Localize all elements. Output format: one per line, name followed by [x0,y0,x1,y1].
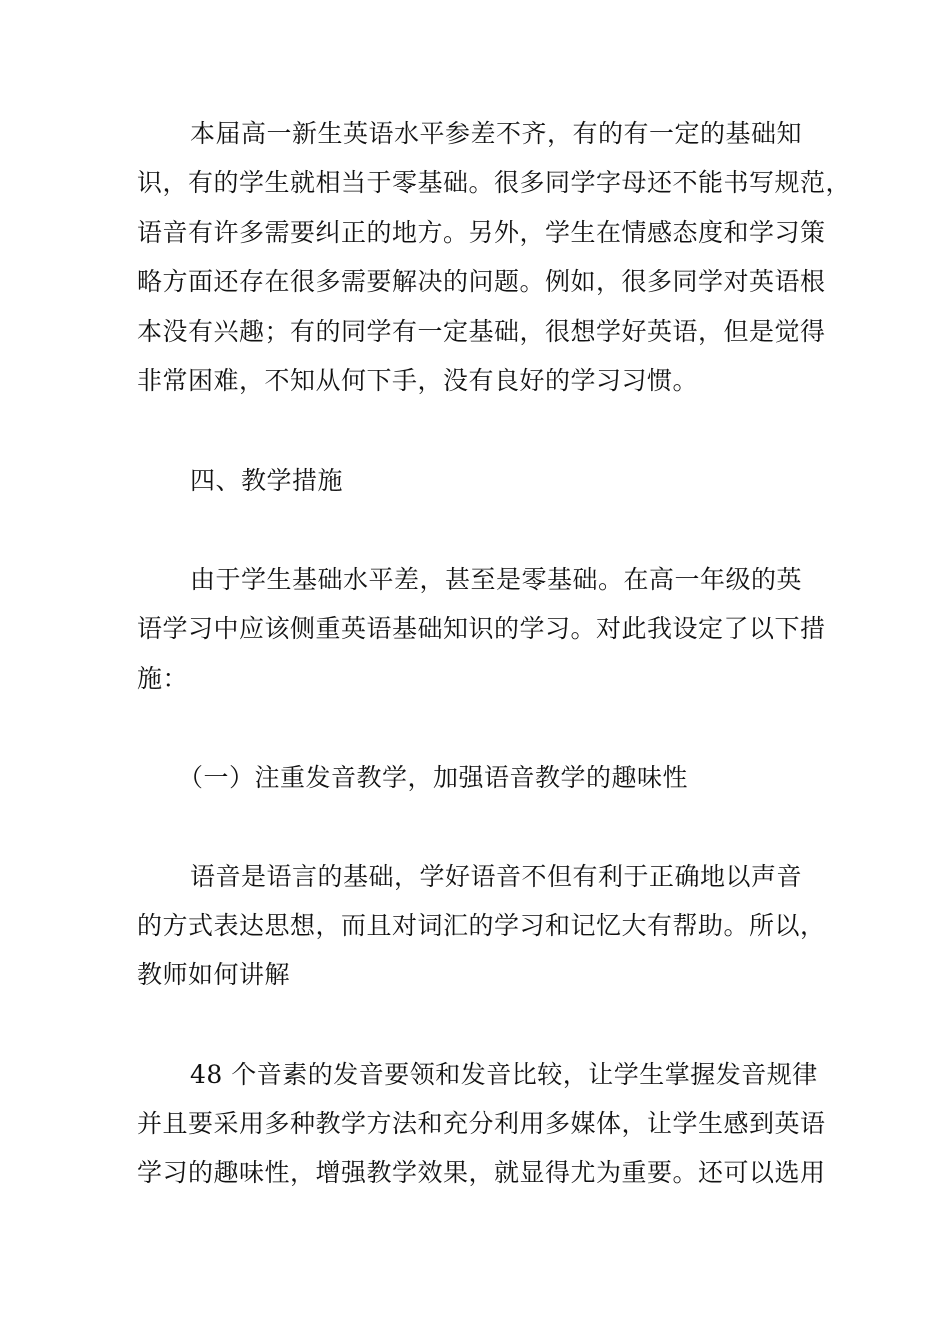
subsection-heading: （一）注重发音教学，加强语音教学的趣味性 [178,763,689,792]
paragraph-line: 本届高一新生英语水平参差不齐，有的有一定的基础知 [190,119,803,148]
section-heading: 四、教学措施 [190,466,344,495]
paragraph-line: 由于学生基础水平差，甚至是零基础。在高一年级的英 [190,565,803,594]
paragraph-line: 并且要采用多种教学方法和充分利用多媒体，让学生感到英语 [137,1109,826,1138]
paragraph-line: 非常困难，不知从何下手，没有良好的学习习惯。 [137,366,699,395]
paragraph-line: 教师如何讲解 [137,960,291,989]
paragraph-line: 本没有兴趣；有的同学有一定基础，很想学好英语，但是觉得 [137,317,826,346]
paragraph-line: 语音是语言的基础，学好语音不但有利于正确地以声音 [190,862,803,891]
paragraph-line: 48 个音素的发音要领和发音比较，让学生掌握发音规律 [190,1060,818,1089]
paragraph-line: 略方面还存在很多需要解决的问题。例如，很多同学对英语根 [137,267,826,296]
paragraph-line: 识，有的学生就相当于零基础。很多同学字母还不能书写规范， [137,168,852,197]
paragraph-line: 学习的趣味性，增强教学效果，就显得尤为重要。还可以选用 [137,1158,826,1187]
paragraph-line: 施： [137,664,189,693]
paragraph-line: 语音有许多需要纠正的地方。另外，学生在情感态度和学习策 [137,218,826,247]
paragraph-line: 语学习中应该侧重英语基础知识的学习。对此我设定了以下措 [137,614,826,643]
paragraph-line: 的方式表达思想，而且对词汇的学习和记忆大有帮助。所以， [137,911,826,940]
